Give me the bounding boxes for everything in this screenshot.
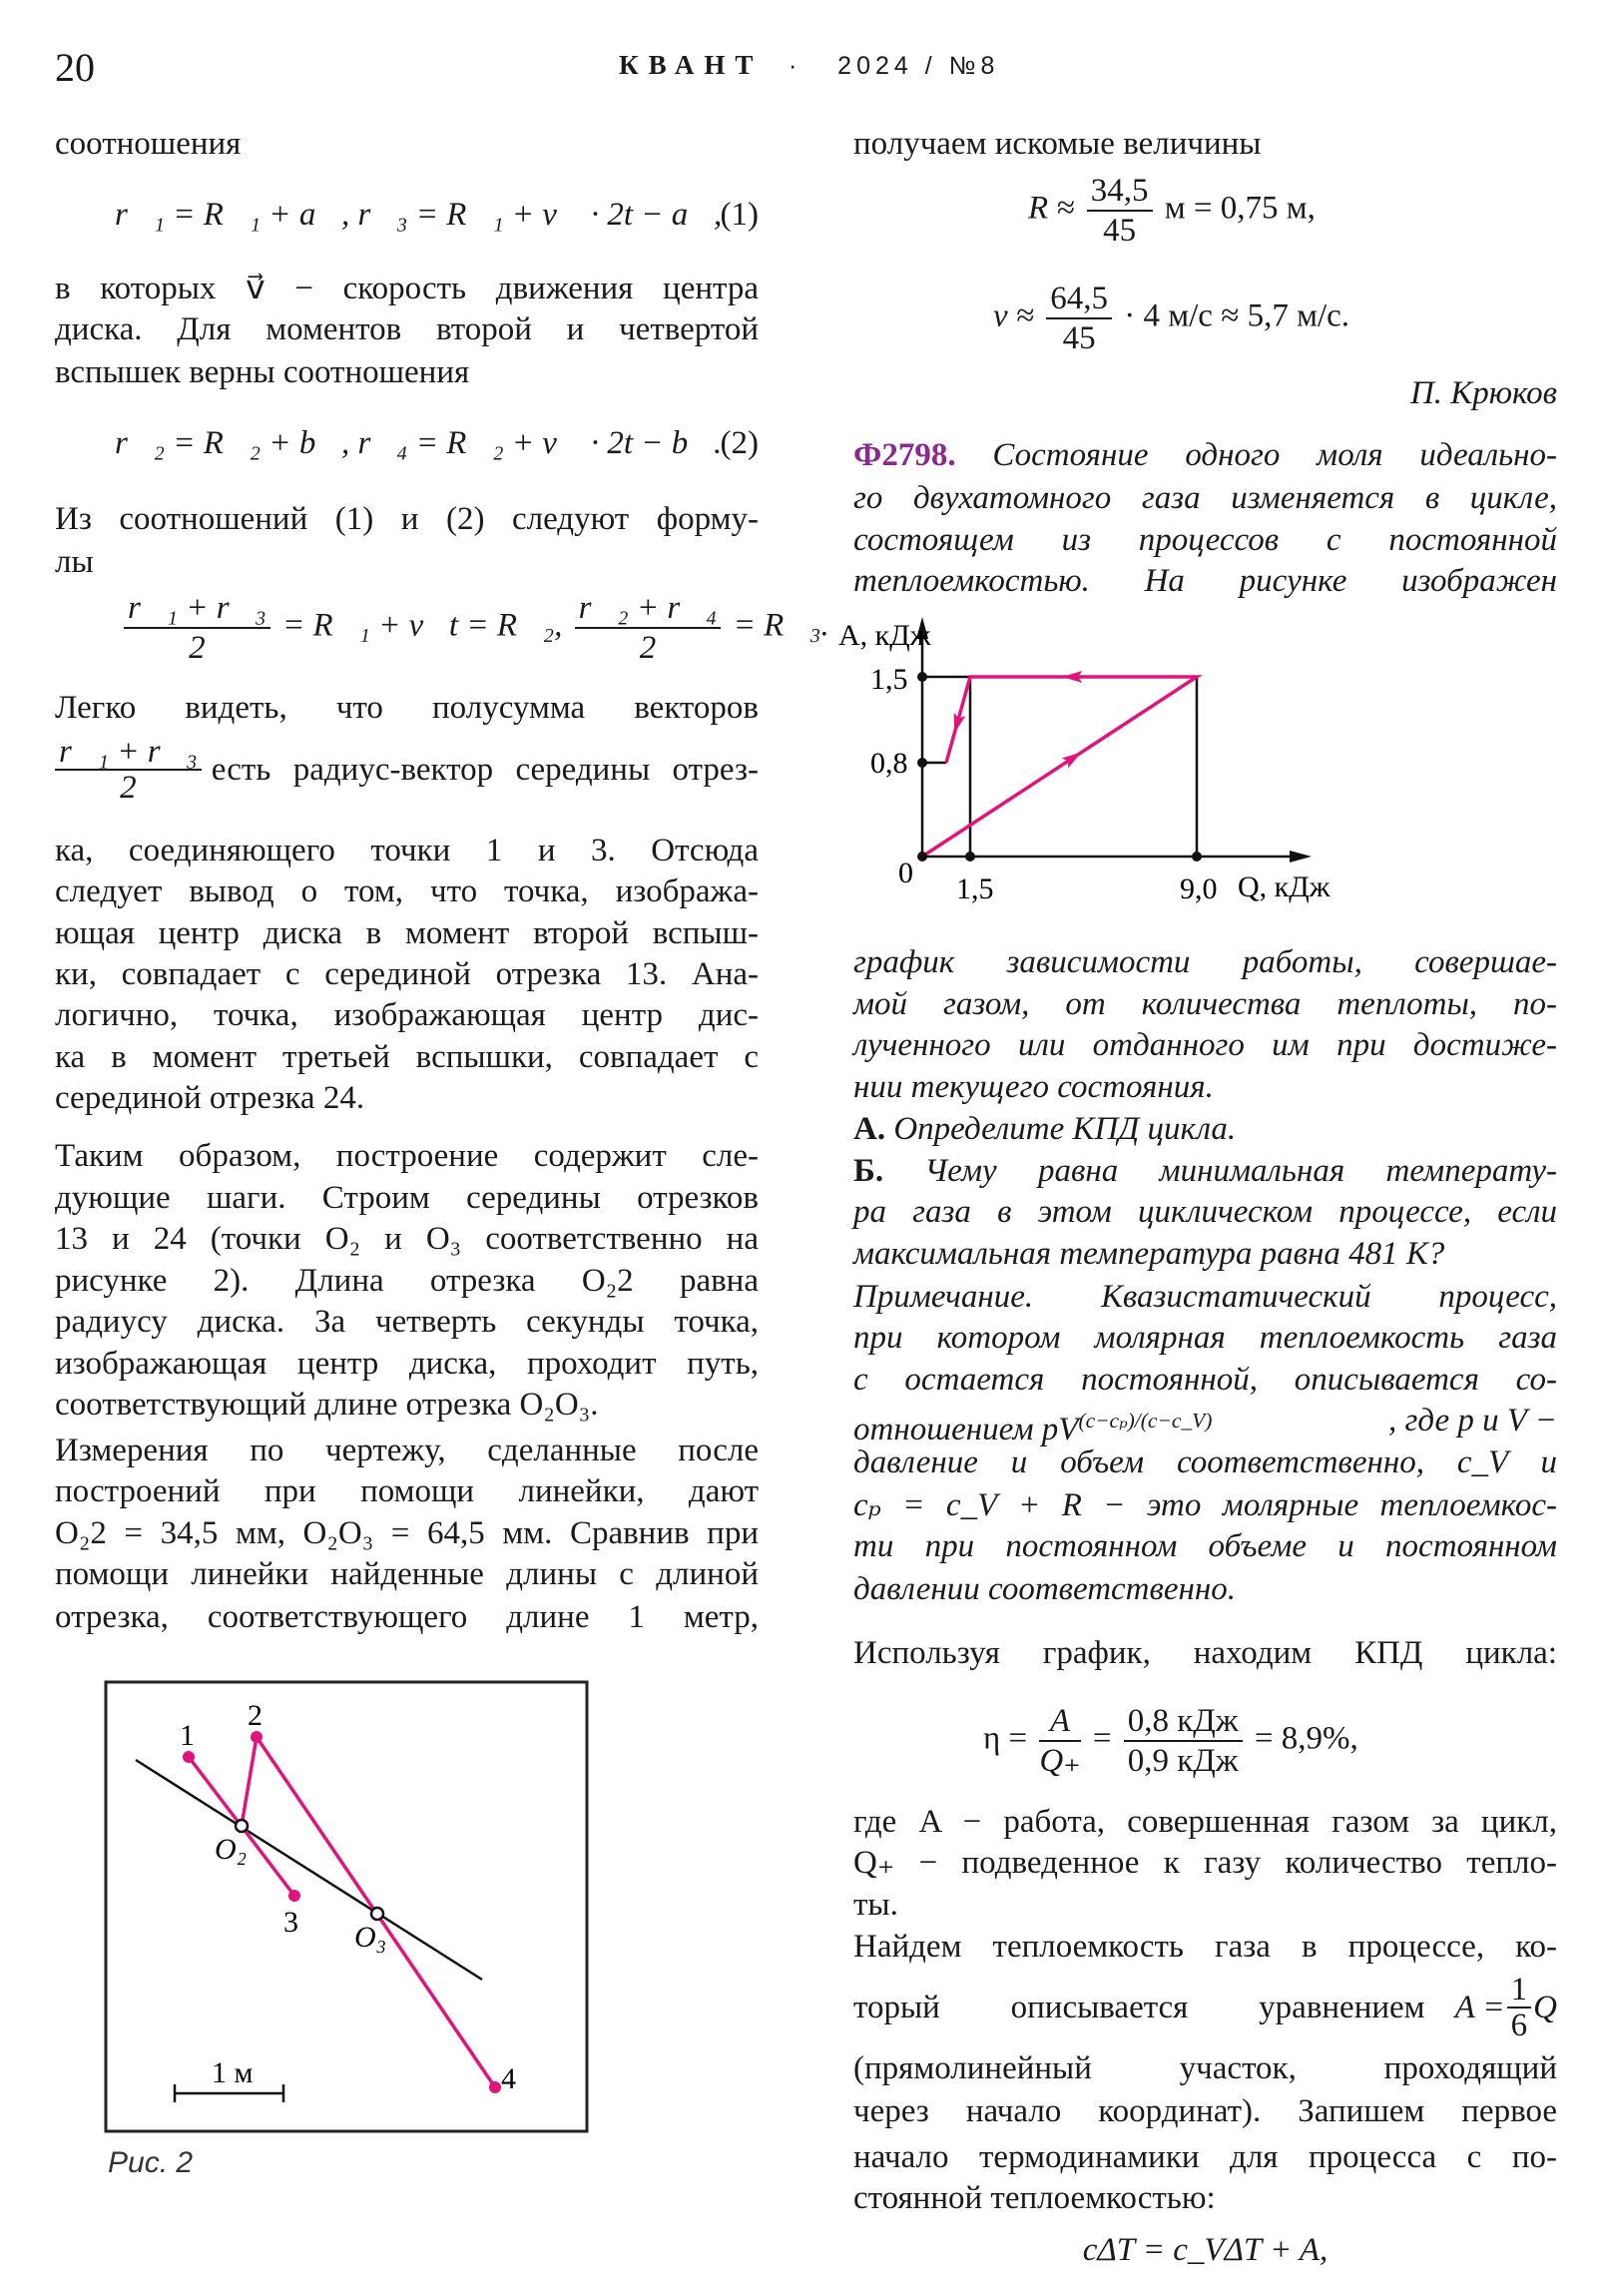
question-b-text: Чему равна минимальная температу- — [924, 1153, 1558, 1189]
text-line: стоянной теплоемкостью: — [853, 2180, 1216, 2216]
equation-3-middle: = R⃗₁ + v⃗t = R⃗₂, — [282, 607, 563, 644]
fraction-numerator: r⃗₂ + r⃗₄ — [575, 589, 722, 629]
scale-bar-label: 1 м — [212, 2056, 254, 2089]
text-line: дующие шаги. Строим середины отрезков — [55, 1180, 759, 1216]
text-line: c остается постоянной, описывается со- — [853, 1362, 1557, 1398]
text-line: ющая центр диска в момент второй вспыш- — [55, 915, 759, 951]
label-o2: O₂ — [215, 1833, 248, 1866]
fraction-numerator: 1 — [1507, 1973, 1532, 2009]
text-line: ти при постоянном объеме и постоянном — [853, 1528, 1557, 1564]
label-o3: O₃ — [354, 1921, 387, 1954]
y-tick-label: 0,8 — [870, 747, 908, 780]
text-line: начало термодинамики для процесса с по- — [853, 2139, 1557, 2175]
text-line: следует вывод о том, что точка, изобража- — [55, 873, 759, 909]
equation-lhs: v ≈ — [993, 297, 1035, 334]
equation-rhs: м = 0,75 м, — [1164, 190, 1316, 227]
y-tick-mark — [917, 758, 927, 768]
trajectory-line — [136, 1760, 482, 1980]
fraction-numerator: 34,5 — [1087, 172, 1153, 212]
text-line: график зависимости работы, совершае- — [853, 944, 1557, 980]
point-o2 — [236, 1820, 248, 1832]
text-line: cₚ = c_V + R − это молярные теплоемкос- — [853, 1487, 1557, 1523]
text-line: где A − работа, совершенная газом за цикл, — [853, 1804, 1557, 1840]
label-1: 1 — [180, 1719, 195, 1752]
text-line: есть радиус-вектор середины отрез- — [211, 751, 759, 788]
text-line: давление и объем соответственно, c_V и — [853, 1444, 1557, 1480]
fraction-numerator: r⃗₁ + r⃗₃ — [124, 589, 270, 629]
problem-text: Состояние одного моля идеально- — [992, 437, 1558, 473]
label-2: 2 — [248, 1699, 263, 1732]
text-line: радиусу диска. За четверть секунды точка, — [55, 1304, 759, 1340]
chart-series — [922, 671, 1197, 857]
text-line: Q₊ − подведенное к газу количество тепло- — [853, 1845, 1557, 1881]
text-line: Найдем теплоемкость газа в процессе, ко- — [853, 1929, 1557, 1965]
fraction-denominator: Q₊ — [1039, 1743, 1081, 1779]
text-line: Примечание. Квазистатический процесс, — [853, 1279, 1557, 1315]
fraction-numerator: 0,8 кДж — [1124, 1702, 1243, 1742]
text-line: ки, совпадает с серединой отрезка 13. Ана- — [55, 956, 759, 992]
text-line: 13 и 24 (точки O₂ и O₃ соответственно на — [55, 1221, 759, 1257]
x-tick-mark — [1192, 852, 1202, 861]
text-line: го двухатомного газа изменяется в цикле, — [853, 480, 1557, 516]
equation-1-number: (1) — [720, 197, 759, 233]
cycle-line — [922, 677, 1197, 857]
text-line: Измерения по чертежу, сделанные после — [55, 1433, 759, 1468]
fraction-denominator: 0,9 кДж — [1127, 1743, 1239, 1779]
figure-2-segments — [189, 1737, 495, 2087]
text-line: диска. Для моментов второй и четвертой — [55, 311, 759, 347]
text-line: O₂2 = 34,5 мм, O₂O₃ = 64,5 мм. Сравнив при — [55, 1515, 759, 1551]
text-line: (прямолинейный участок, проходящий — [853, 2050, 1557, 2086]
equation-3-end: = R⃗₃. — [733, 607, 829, 644]
text-line: помощи линейки найденные длины с длиной — [55, 1556, 759, 1592]
fraction-numerator: 64,5 — [1046, 280, 1112, 319]
text-line: через начало координат). Запишем первое — [853, 2093, 1557, 2129]
y-tick-mark — [917, 852, 927, 861]
text-line: лученного или отданного им при достиже- — [853, 1027, 1557, 1063]
equation-rhs: Q — [1533, 1989, 1557, 2025]
question-a-label: А. — [853, 1111, 886, 1147]
equation-lhs: A = — [1454, 1989, 1505, 2025]
y-tick-label: 1,5 — [870, 663, 908, 696]
text-line: нии текущего состояния. — [853, 1069, 1214, 1105]
text-line: состоящем из процессов с постоянной — [853, 522, 1557, 558]
equation-first-law: cΔT = c_VΔT + A, — [1082, 2232, 1329, 2268]
y-axis-label: A, кДж — [838, 619, 931, 652]
y-tick-mark — [917, 672, 927, 682]
direction-arrow — [948, 713, 965, 735]
note-exponent: (c−cₚ)/(c−c_V) — [1078, 1409, 1213, 1433]
text-line: вспышек верны соотношения — [55, 354, 470, 390]
text-line: построений при помощи линейки, дают — [55, 1473, 759, 1509]
figure-2-caption: Рис. 2 — [108, 2146, 194, 2179]
x-tick-label: 1,5 — [956, 872, 994, 905]
page-number: 20 — [55, 45, 95, 90]
text-line: мой газом, от количества теплоты, по- — [853, 986, 1557, 1022]
text-line: ты. — [853, 1887, 898, 1923]
fraction-denominator: 2 — [189, 630, 206, 666]
text-line: ка, соединяющего точки 1 и 3. Отсюда — [55, 833, 759, 868]
x-tick-label: 9,0 — [1180, 872, 1218, 905]
text-line: получаем искомые величины — [853, 126, 1262, 162]
text-line: теплоемкостью. На рисунке изображен — [853, 563, 1557, 599]
figure-2-points — [183, 1731, 501, 2093]
label-3: 3 — [283, 1906, 298, 1939]
equals-sign: = — [1092, 1720, 1112, 1757]
text-line: Легко видеть, что полусумма векторов — [55, 690, 759, 726]
problem-id: Ф2798. — [853, 437, 956, 473]
point-3 — [288, 1890, 300, 1902]
equation-rhs: · 4 м/с ≈ 5,7 м/с. — [1124, 297, 1350, 334]
equation-rhs: = 8,9%, — [1254, 1720, 1358, 1757]
fraction-numerator: r⃗₁ + r⃗₃ — [55, 735, 202, 771]
text-line: логично, точка, изображающая центр дис- — [55, 997, 759, 1033]
text-line: отрезка, соответствующего длине 1 метр, — [55, 1599, 759, 1635]
work-heat-chart — [838, 617, 1331, 905]
text-line: рисунке 2). Длина отрезка O₂2 равна — [55, 1263, 759, 1299]
text-line: Таким образом, построение содержит сле- — [55, 1138, 759, 1174]
fraction-denominator: 45 — [1103, 213, 1137, 249]
text-line: ка в момент третьей вспышки, совпадает с — [55, 1039, 759, 1075]
label-4: 4 — [501, 2062, 516, 2095]
text-line: изображающая центр диска, проходит путь, — [55, 1346, 759, 1382]
point-1 — [183, 1751, 195, 1763]
text-line: максимальная температура равна 481 К? — [853, 1236, 1445, 1272]
equation-2-body: r⃗₂ = R⃗₂ + b⃗, r⃗₄ = R⃗₂ + v⃗ · 2t − b⃗. — [115, 425, 723, 461]
text-line: давлении соответственно. — [853, 1571, 1236, 1607]
issue-label: 2024 / №8 — [837, 52, 1000, 80]
text-line: в которых v⃗ − скорость движения центра — [55, 271, 759, 306]
segment-o2-2-4 — [242, 1737, 495, 2087]
header-separator: · — [789, 52, 802, 80]
equation-2-number: (2) — [720, 425, 759, 461]
x-tick-mark — [965, 852, 975, 861]
journal-title: КВАНТ — [619, 50, 764, 80]
question-a-text: Определите КПД цикла. — [893, 1111, 1237, 1147]
note-text: отношением pV — [853, 1412, 1079, 1447]
fraction-numerator: A — [1039, 1702, 1080, 1742]
x-axis-arrow — [1290, 851, 1312, 862]
x-axis-label: Q, кДж — [1238, 870, 1331, 903]
text-line: серединой отрезка 24. — [55, 1080, 365, 1116]
equation-1-body: r⃗₁ = R⃗₁ + a⃗, r⃗₃ = R⃗₁ + v⃗ · 2t − a⃗, — [115, 197, 723, 233]
point-2 — [251, 1731, 263, 1743]
text-line: ра газа в этом циклическом процессе, если — [853, 1194, 1557, 1230]
text-line: торый описывается уравнением — [853, 1989, 1425, 2025]
equation-lhs: R ≈ — [1028, 190, 1075, 227]
equation-lhs: η = — [983, 1720, 1028, 1757]
text-line: лы — [55, 544, 94, 580]
author: П. Крюков — [1409, 375, 1557, 411]
fraction-denominator: 6 — [1510, 2008, 1528, 2043]
point-o3 — [371, 1908, 383, 1920]
text-line: Используя график, находим КПД цикла: — [853, 1635, 1557, 1671]
text-line: соответствующий длине отрезка O₂O₃. — [55, 1387, 599, 1423]
fraction-denominator: 45 — [1062, 320, 1096, 356]
point-4 — [489, 2081, 501, 2093]
text-line: Из соотношений (1) и (2) следуют форму- — [55, 501, 759, 537]
figure-2 — [106, 1682, 587, 2131]
fraction-denominator: 2 — [639, 630, 657, 666]
origin-label: 0 — [898, 857, 913, 889]
note-text: , где p и V − — [1388, 1403, 1557, 1438]
text-line: соотношения — [55, 126, 242, 162]
fraction-denominator: 2 — [120, 770, 137, 806]
text-line: при котором молярная теплоемкость газа — [853, 1320, 1557, 1356]
question-b-label: Б. — [853, 1153, 884, 1189]
